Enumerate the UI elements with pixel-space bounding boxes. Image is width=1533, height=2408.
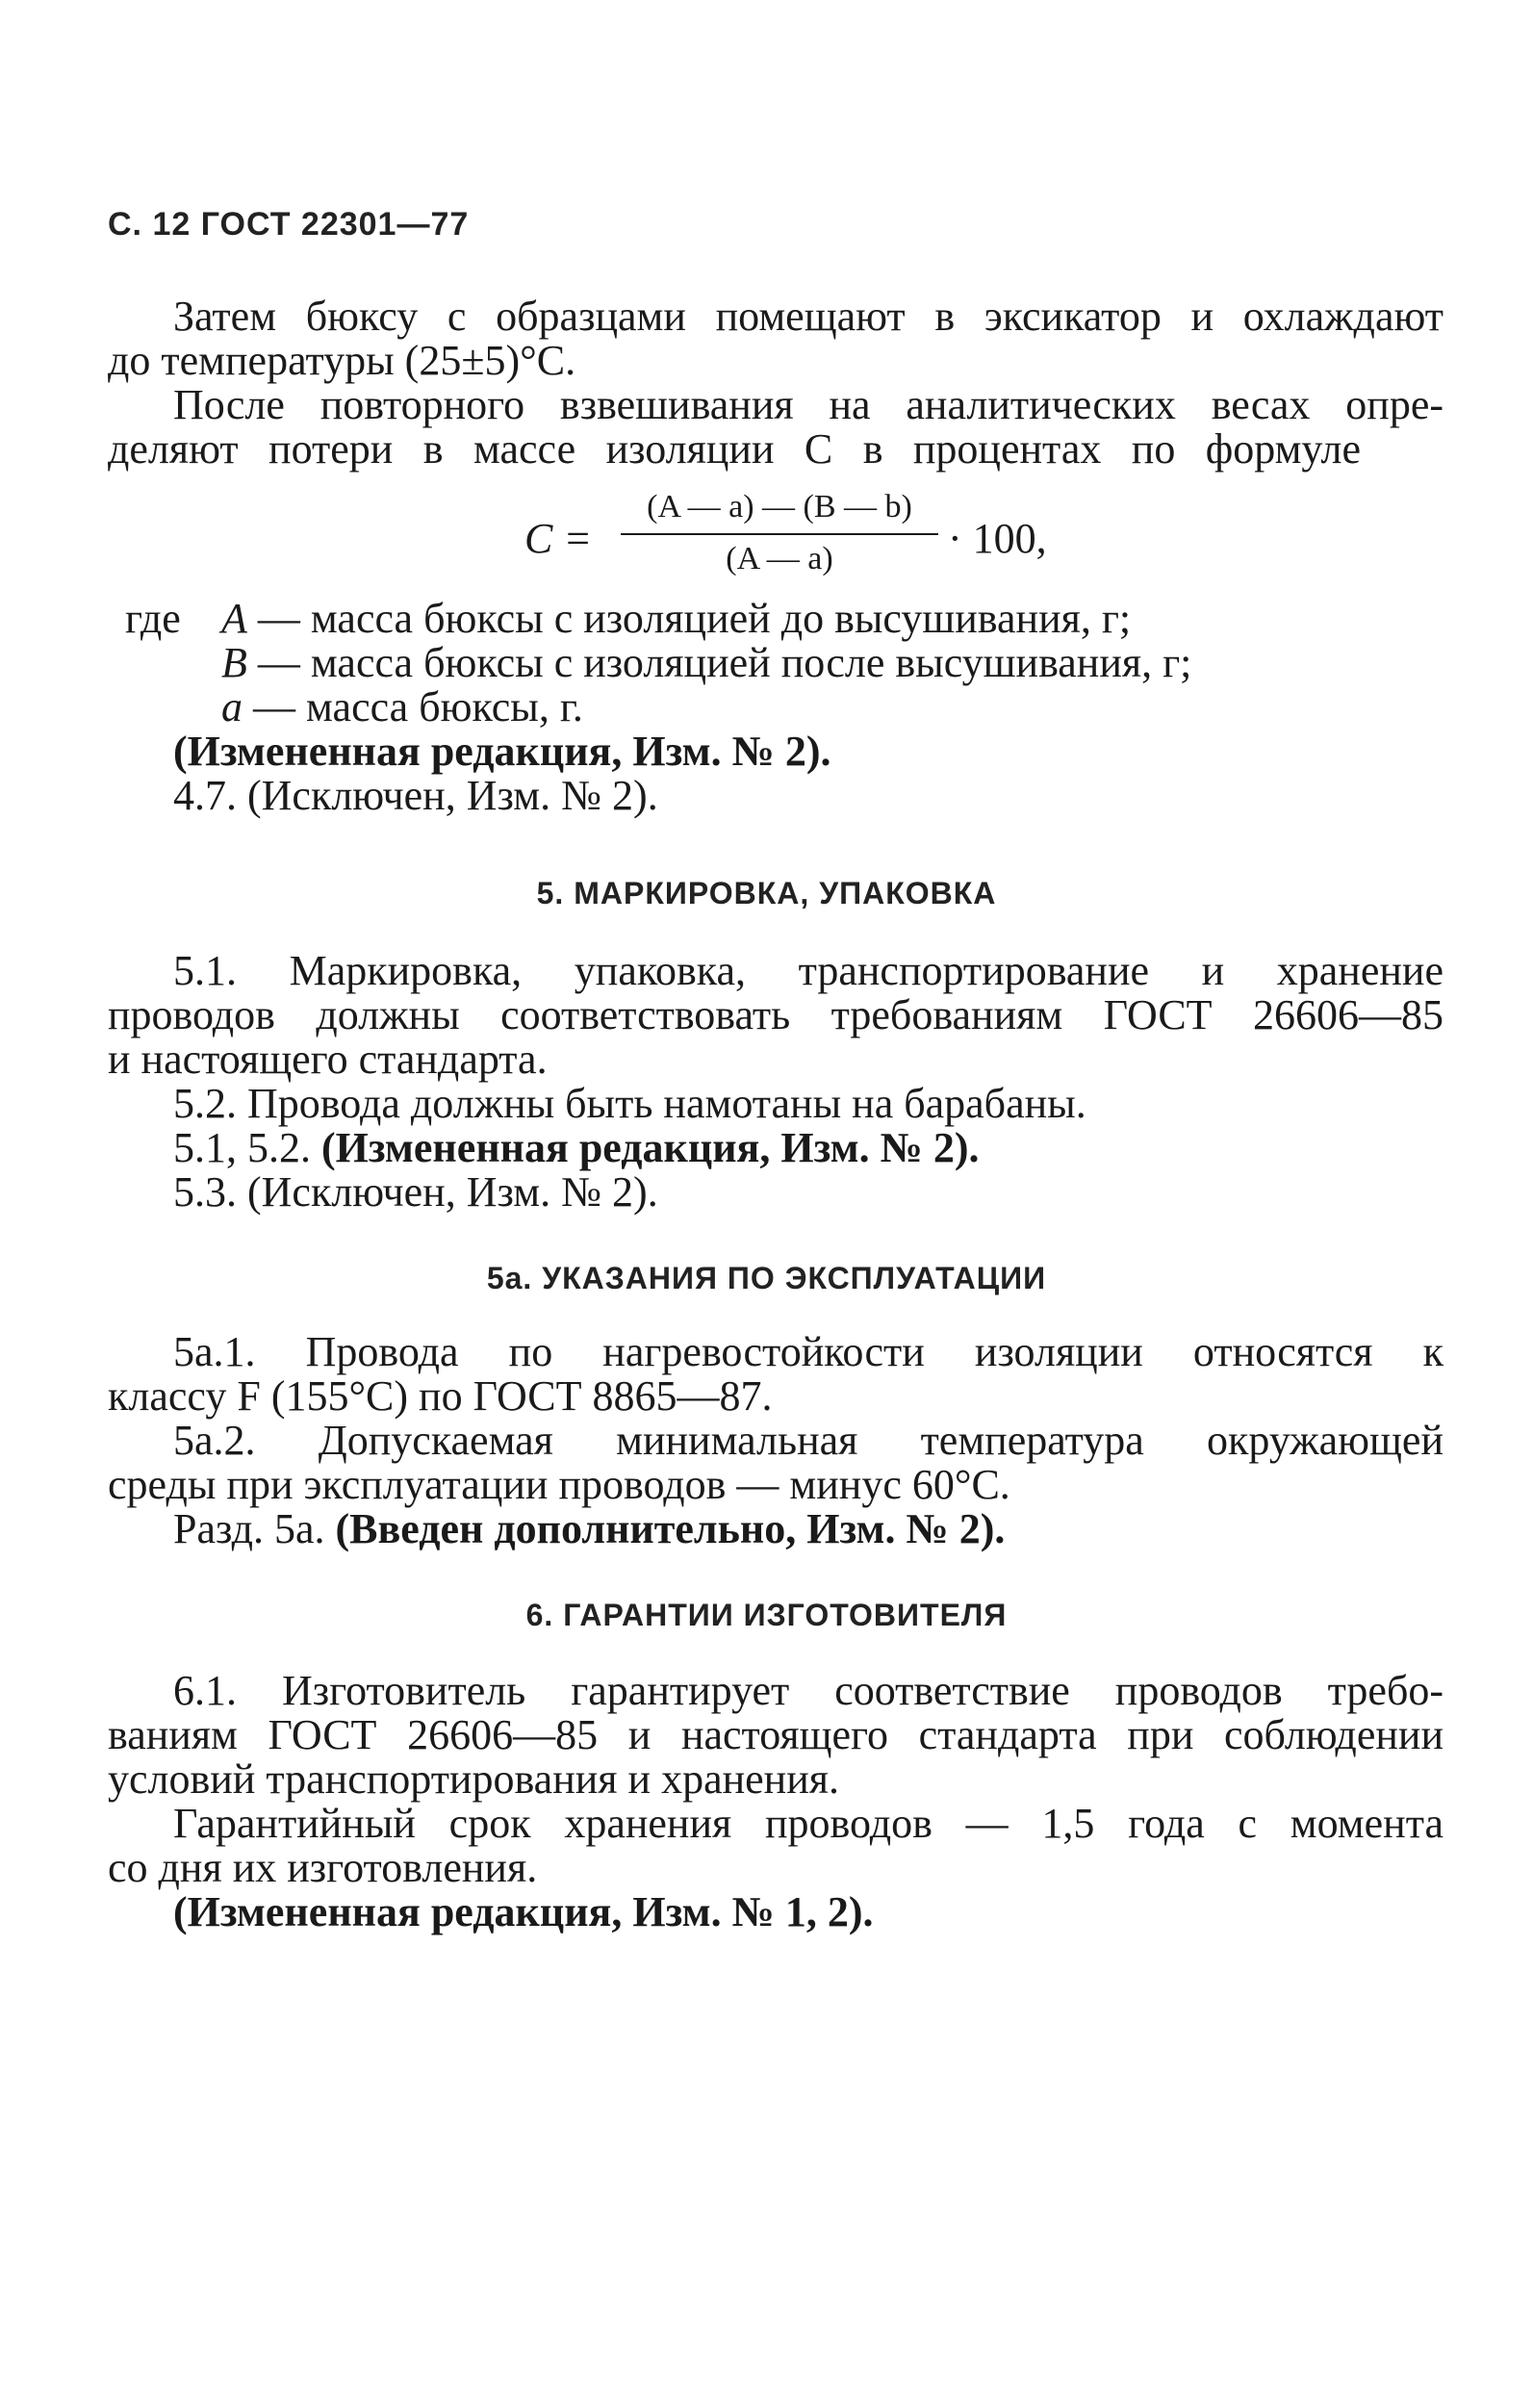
paragraph-line: среды при эксплуатации проводов — минус 60°С. <box>108 1461 1010 1508</box>
paragraph-line: проводов должны соответствовать требованиям ГОСТ 26606—85 <box>108 991 1444 1038</box>
paragraph-line: Затем бюксу с образцами помещают в эксикатор и охлаждают <box>173 293 1444 340</box>
page-header: С. 12 ГОСТ 22301—77 <box>108 206 470 243</box>
section-5a-heading: 5а. УКАЗАНИЯ ПО ЭКСПЛУАТАЦИИ <box>486 1261 1047 1295</box>
paragraph-line: 5а.1. Провода по нагревостойкости изоляции относятся к <box>173 1328 1444 1375</box>
where-item: B — масса бюксы с изоляцией после высушивания, г; <box>221 639 1192 686</box>
amendment-note: (Измененная редакция, Изм. № 1, 2). <box>173 1888 874 1935</box>
paragraph-line: до температуры (25±5)°С. <box>108 337 576 384</box>
amendment-note: (Измененная редакция, Изм. № 2). <box>173 728 831 775</box>
paragraph-line: 5.1. Маркировка, упаковка, транспортирование и хранение <box>173 947 1444 994</box>
paragraph-line: со дня их изготовления. <box>108 1844 538 1891</box>
fraction-bar <box>621 533 938 535</box>
clause-4-7: 4.7. (Исключен, Изм. № 2). <box>173 772 658 819</box>
section-5-heading: 5. МАРКИРОВКА, УПАКОВКА <box>536 876 997 910</box>
paragraph-line: 5а.2. Допускаемая минимальная температура окружающей <box>173 1417 1444 1464</box>
paragraph-line: Гарантийный срок хранения проводов — 1,5 года с момента <box>173 1800 1444 1847</box>
paragraph-line: ваниям ГОСТ 26606—85 и настоящего стандарта при соблюдении <box>108 1711 1444 1758</box>
paragraph-line: классу F (155°С) по ГОСТ 8865—87. <box>108 1372 773 1420</box>
where-intro: где <box>125 595 181 642</box>
amendment-line: 5.1, 5.2. (Измененная редакция, Изм. № 2). <box>173 1124 980 1171</box>
paragraph-line: условий транспортирования и хранения. <box>108 1755 840 1803</box>
paragraph-line: 5.2. Провода должны быть намотаны на барабаны. <box>173 1080 1086 1127</box>
formula-lhs: C = <box>524 515 593 562</box>
amendment-line: Разд. 5а. (Введен дополнительно, Изм. № 2). <box>173 1505 1006 1552</box>
formula-numerator: (A — a) — (B — b) <box>647 489 912 525</box>
loss-formula <box>524 489 1102 585</box>
paragraph-line: 6.1. Изготовитель гарантирует соответствие проводов требо- <box>173 1667 1444 1714</box>
paragraph-line: и настоящего стандарта. <box>108 1036 548 1083</box>
formula-rhs: · 100, <box>948 515 1047 562</box>
section-6-heading: 6. ГАРАНТИИ ИЗГОТОВИТЕЛЯ <box>525 1598 1008 1632</box>
paragraph-line: После повторного взвешивания на аналитических весах опре- <box>173 381 1444 428</box>
formula-denominator: (A — a) <box>726 541 833 576</box>
where-item: a — масса бюксы, г. <box>221 683 583 730</box>
clause-5-3: 5.3. (Исключен, Изм. № 2). <box>173 1168 658 1216</box>
paragraph-line: деляют потери в массе изоляции C в процентах по формуле <box>108 425 1361 473</box>
where-item: A — масса бюксы с изоляцией до высушивания, г; <box>221 595 1132 642</box>
